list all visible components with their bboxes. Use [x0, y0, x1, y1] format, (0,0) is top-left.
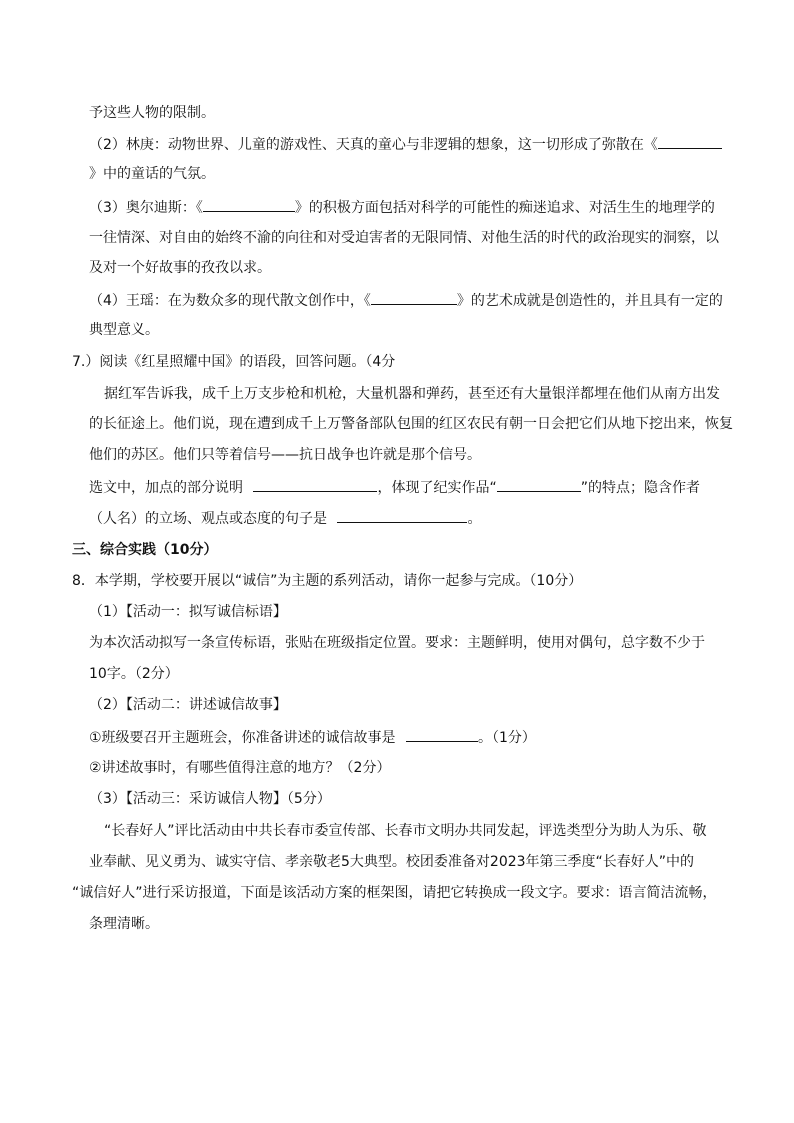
section-3-title: 三、综合实践（10分） — [72, 542, 218, 558]
q7-question-text-d: （人名）的立场、观点或态度的句子是 — [89, 511, 327, 527]
q8-activity-3-line2: 业奉献、见义勇为、诚实守信、孝亲敬老5大典型。校团委准备对2023年第三季度“长春好人”中的 — [89, 854, 695, 870]
q6-item-4-line2: 典型意义。 — [89, 322, 159, 338]
q6-item-4-label: （4）王瑶：在为数众多的现代散文创作中，《 — [89, 293, 371, 309]
q7-question-text-c: ”的特点；隐含作者 — [580, 480, 700, 496]
q7-question-line2 — [89, 508, 481, 529]
q7-blank-1[interactable] — [253, 477, 377, 492]
q6-item-3-label: （3）奥尔迪斯：《 — [89, 200, 203, 216]
q7-title: 7.）阅读《红星照耀中国》的语段，回答问题。（4分 — [72, 354, 396, 370]
q8-title: 8．本学期，学校要开展以“诚信”为主题的系列活动，请你一起参与完成。（10分） — [72, 573, 583, 589]
q8-activity-1-line2: 10字。（2分） — [89, 666, 179, 682]
q7-question-text-a: 选文中，加点的部分说明 — [89, 480, 243, 496]
q6-item-3-line3: 及对一个好故事的孜孜以求。 — [89, 260, 271, 276]
q8-activity-2-question-1-score: 。（1分） — [478, 730, 536, 746]
q7-question-text-b: ，体现了纪实作品“ — [377, 480, 497, 496]
q6-item-4 — [89, 290, 723, 311]
q8-activity-1-line1: 为本次活动拟写一条宣传标语，张贴在班级指定位置。要求：主题鲜明，使用对偶句，总字数不少于 — [89, 635, 705, 651]
q8-activity-3-line4: 条理清晰。 — [89, 916, 159, 932]
q6-item-3-line2: 一往情深、对自由的始终不渝的向往和对受迫害者的无限同情、对他生活的时代的政治现实的洞察，以 — [89, 230, 719, 246]
q8-activity-2-heading: （2）【活动二：讲述诚信故事】 — [89, 697, 287, 713]
q8-activity-2-question-2: ②讲述故事时，有哪些值得注意的地方？（2分） — [89, 760, 391, 776]
q7-passage-line2: 的长征途上。他们说，现在遭到成千上万警备部队包围的红区农民有朝一日会把它们从地下挖出来，恢复 — [89, 416, 733, 432]
q7-question-text-e: 。 — [467, 511, 482, 527]
q8-activity-1-heading: （1）【活动一：拟写诚信标语】 — [89, 604, 287, 620]
q7-passage-line1: 据红军告诉我，成千上万支步枪和机枪，大量机器和弹药，甚至还有大量银洋都埋在他们从南方出发 — [104, 386, 720, 402]
q8-activity-3-line3: “诚信好人”进行采访报道，下面是该活动方案的框架图，请把它转换成一段文字。要求：语言简洁流畅， — [72, 885, 717, 901]
q6-item-3-blank[interactable] — [203, 197, 295, 212]
q7-blank-2[interactable] — [497, 477, 581, 492]
q6-item-2-line2: 》中的童话的气氛。 — [89, 166, 215, 182]
q8-activity-3-heading: （3）【活动三：采访诚信人物】（5分） — [89, 791, 331, 807]
q6-continuation: 予这些人物的限制。 — [89, 105, 215, 121]
q8-activity-2-question-1 — [89, 727, 536, 748]
q6-item-3 — [89, 197, 715, 218]
q7-question — [89, 477, 700, 498]
q8-activity-3-line1: “长春好人”评比活动由中共长春市委宣传部、长春市文明办共同发起，评选类型分为助人为乐、敬 — [104, 823, 707, 839]
q6-item-3-text: 》的积极方面包括对科学的可能性的痴迷追求、对活生生的地理学的 — [294, 200, 715, 216]
q7-passage-line3: 他们的苏区。他们只等着信号——抗日战争也许就是那个信号。 — [89, 447, 481, 463]
q6-item-4-blank[interactable] — [371, 290, 457, 305]
q7-blank-3[interactable] — [337, 508, 467, 523]
q6-item-2 — [89, 134, 722, 155]
q6-item-2-blank[interactable] — [658, 134, 722, 149]
q8-activity-2-question-1-text: ①班级要召开主题班会，你准备讲述的诚信故事是 — [89, 730, 396, 746]
q8-activity-2-blank[interactable] — [406, 727, 478, 742]
q6-item-2-text: （2）林庚：动物世界、儿童的游戏性、天真的童心与非逻辑的想象，这一切形成了弥散在《 — [89, 137, 658, 153]
q6-item-4-text: 》的艺术成就是创造性的，并且具有一定的 — [456, 293, 723, 309]
